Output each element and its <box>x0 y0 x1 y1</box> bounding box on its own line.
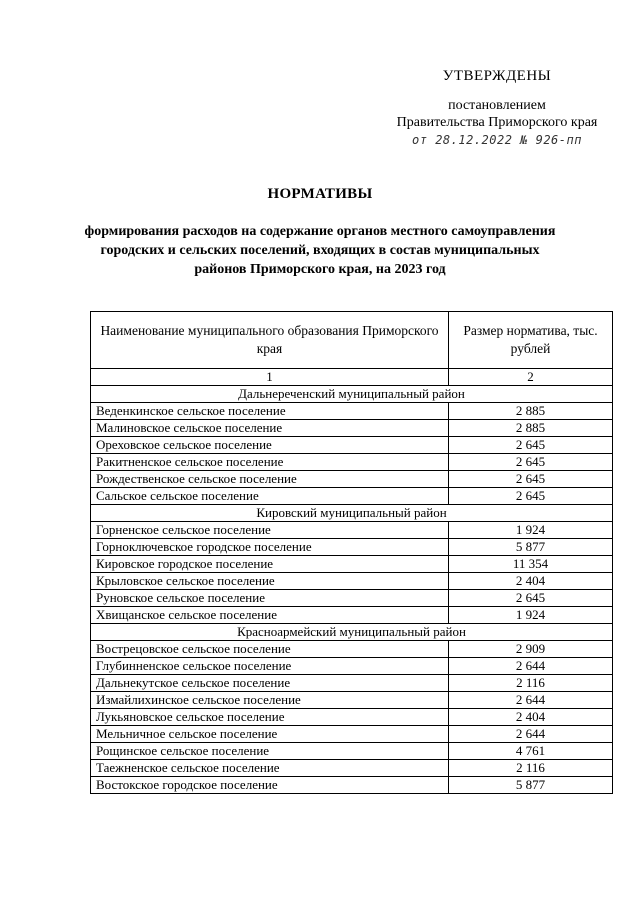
settlement-name: Востокское городское поселение <box>91 777 449 794</box>
normative-value: 2 116 <box>449 675 613 692</box>
approval-block <box>372 68 622 149</box>
district-group-row <box>91 386 613 403</box>
table-row <box>91 471 613 488</box>
settlement-name: Вострецовское сельское поселение <box>91 641 449 658</box>
district-name: Красноармейский муниципальный район <box>91 624 613 641</box>
header-value: Размер норматива, тыс. рублей <box>449 312 613 369</box>
table-row <box>91 709 613 726</box>
settlement-name: Малиновское сельское поселение <box>91 420 449 437</box>
normative-value: 5 877 <box>449 777 613 794</box>
table-row <box>91 539 613 556</box>
settlement-name: Измайлихинское сельское поселение <box>91 692 449 709</box>
approval-date-stamp: от 28.12.2022 № 926-пп <box>412 133 582 147</box>
settlement-name: Веденкинское сельское поселение <box>91 403 449 420</box>
district-name: Дальнереченский муниципальный район <box>91 386 613 403</box>
settlement-name: Дальнекутское сельское поселение <box>91 675 449 692</box>
settlement-name: Горноключевское городское поселение <box>91 539 449 556</box>
column-number-1: 1 <box>91 369 449 386</box>
table-row <box>91 777 613 794</box>
settlement-name: Мельничное сельское поселение <box>91 726 449 743</box>
table-header-row <box>91 312 613 369</box>
district-name: Кировский муниципальный район <box>91 505 613 522</box>
normative-value: 11 354 <box>449 556 613 573</box>
header-name: Наименование муниципального образования Приморского края <box>91 312 449 369</box>
normative-value: 2 404 <box>449 709 613 726</box>
approval-title: УТВЕРЖДЕНЫ <box>442 68 552 84</box>
normative-value: 2 644 <box>449 726 613 743</box>
normative-value: 4 761 <box>449 743 613 760</box>
table-row <box>91 488 613 505</box>
normative-value: 2 645 <box>449 471 613 488</box>
settlement-name: Крыловское сельское поселение <box>91 573 449 590</box>
district-group-row <box>91 505 613 522</box>
normative-value: 2 644 <box>449 692 613 709</box>
settlement-name: Лукьяновское сельское поселение <box>91 709 449 726</box>
normative-value: 2 116 <box>449 760 613 777</box>
settlement-name: Рощинское сельское поселение <box>91 743 449 760</box>
settlement-name: Таежненское сельское поселение <box>91 760 449 777</box>
table-row <box>91 675 613 692</box>
table-row <box>91 420 613 437</box>
document-subtitle: формирования расходов на содержание органов местного самоуправления городских и сельских поселений, входящих в состав муниципальных районов Приморского края, на 2023 год <box>84 224 556 277</box>
normative-value: 2 645 <box>449 590 613 607</box>
approval-line-2: Правительства Приморского края <box>396 115 598 130</box>
table-row <box>91 437 613 454</box>
settlement-name: Глубинненское сельское поселение <box>91 658 449 675</box>
normative-value: 1 924 <box>449 522 613 539</box>
table-row <box>91 454 613 471</box>
settlement-name: Рождественское сельское поселение <box>91 471 449 488</box>
column-number-row <box>91 369 613 386</box>
table-row <box>91 692 613 709</box>
settlement-name: Горненское сельское поселение <box>91 522 449 539</box>
table-row <box>91 590 613 607</box>
normative-value: 2 885 <box>449 420 613 437</box>
district-group-row <box>91 624 613 641</box>
table-row <box>91 743 613 760</box>
table-row <box>91 658 613 675</box>
settlement-name: Ореховское сельское поселение <box>91 437 449 454</box>
settlement-name: Ракитненское сельское поселение <box>91 454 449 471</box>
normative-value: 2 885 <box>449 403 613 420</box>
table-row <box>91 607 613 624</box>
normative-value: 2 645 <box>449 488 613 505</box>
table-row <box>91 641 613 658</box>
table-row <box>91 522 613 539</box>
settlement-name: Руновское сельское поселение <box>91 590 449 607</box>
settlement-name: Сальское сельское поселение <box>91 488 449 505</box>
table-row <box>91 403 613 420</box>
column-number-2: 2 <box>449 369 613 386</box>
settlement-name: Кировское городское поселение <box>91 556 449 573</box>
table-row <box>91 556 613 573</box>
settlement-name: Хвищанское сельское поселение <box>91 607 449 624</box>
normative-value: 1 924 <box>449 607 613 624</box>
normative-value: 5 877 <box>449 539 613 556</box>
table-row <box>91 726 613 743</box>
normative-value: 2 909 <box>449 641 613 658</box>
normative-value: 2 404 <box>449 573 613 590</box>
table-row <box>91 760 613 777</box>
approval-line-1: постановлением <box>448 98 546 113</box>
normatives-table <box>90 311 613 794</box>
normative-value: 2 645 <box>449 437 613 454</box>
normative-value: 2 645 <box>449 454 613 471</box>
table-row <box>91 573 613 590</box>
normative-value: 2 644 <box>449 658 613 675</box>
document-title: НОРМАТИВЫ <box>267 186 373 202</box>
